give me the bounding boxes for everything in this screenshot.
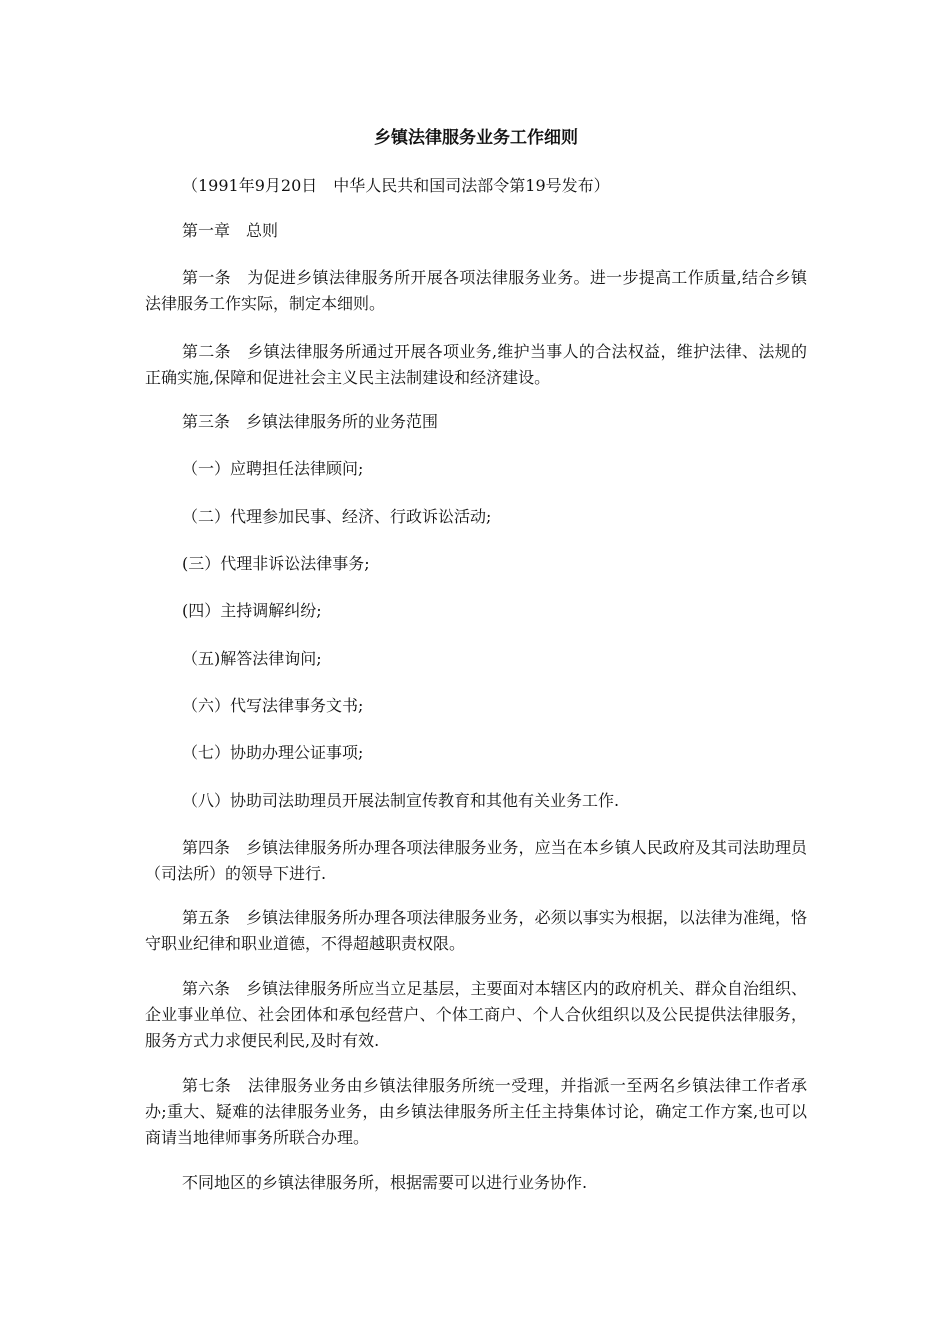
scope-item-8: （八）协助司法助理员开展法制宣传教育和其他有关业务工作. — [182, 791, 620, 810]
scope-item-6: （六）代写法律事务文书; — [182, 696, 364, 715]
article-6: 第六条 乡镇法律服务所应当立足基层，主要面对本辖区内的政府机关、群众自治组织、企业事业单位、社会团体和承包经营户、个体工商户、个人合伙组织以及公民提供法律服务，服务方式力求便民利民,及时有效. — [145, 979, 807, 1050]
scope-item-3: (三）代理非诉讼法律事务; — [182, 554, 370, 573]
document-title: 乡镇法律服务业务工作细则 — [374, 128, 578, 148]
article-7: 第七条 法律服务业务由乡镇法律服务所统一受理，并指派一至两名乡镇法律工作者承办;重大、疑难的法律服务业务，由乡镇法律服务所主任主持集体讨论，确定工作方案,也可以商请当地律师事务所联合办理。 — [145, 1076, 807, 1147]
scope-item-2: （二）代理参加民事、经济、行政诉讼活动; — [182, 507, 492, 526]
scope-item-4: (四）主持调解纠纷; — [182, 601, 322, 620]
chapter-heading: 第一章 总则 — [182, 221, 279, 240]
scope-item-5: （五)解答法律询问; — [182, 649, 322, 668]
article-4: 第四条 乡镇法律服务所办理各项法律服务业务，应当在本乡镇人民政府及其司法助理员（司法所）的领导下进行. — [145, 838, 807, 883]
article-3: 第三条 乡镇法律服务所的业务范围 — [182, 412, 439, 431]
issuance-note: （1991年9月20日 中华人民共和国司法部令第19号发布） — [182, 176, 610, 195]
article-1: 第一条 为促进乡镇法律服务所开展各项法律服务业务。进一步提高工作质量,结合乡镇法律服务工作实际，制定本细则。 — [145, 268, 807, 313]
scope-item-7: （七）协助办理公证事项; — [182, 743, 364, 762]
article-2: 第二条 乡镇法律服务所通过开展各项业务,维护当事人的合法权益，维护法律、法规的正确实施,保障和促进社会主义民主法制建设和经济建设。 — [145, 342, 807, 387]
article-5: 第五条 乡镇法律服务所办理各项法律服务业务，必须以事实为根据，以法律为准绳，恪守职业纪律和职业道德，不得超越职责权限。 — [145, 908, 807, 953]
article-7-continued: 不同地区的乡镇法律服务所，根据需要可以进行业务协作. — [182, 1173, 588, 1192]
scope-item-1: （一）应聘担任法律顾问; — [182, 459, 364, 478]
